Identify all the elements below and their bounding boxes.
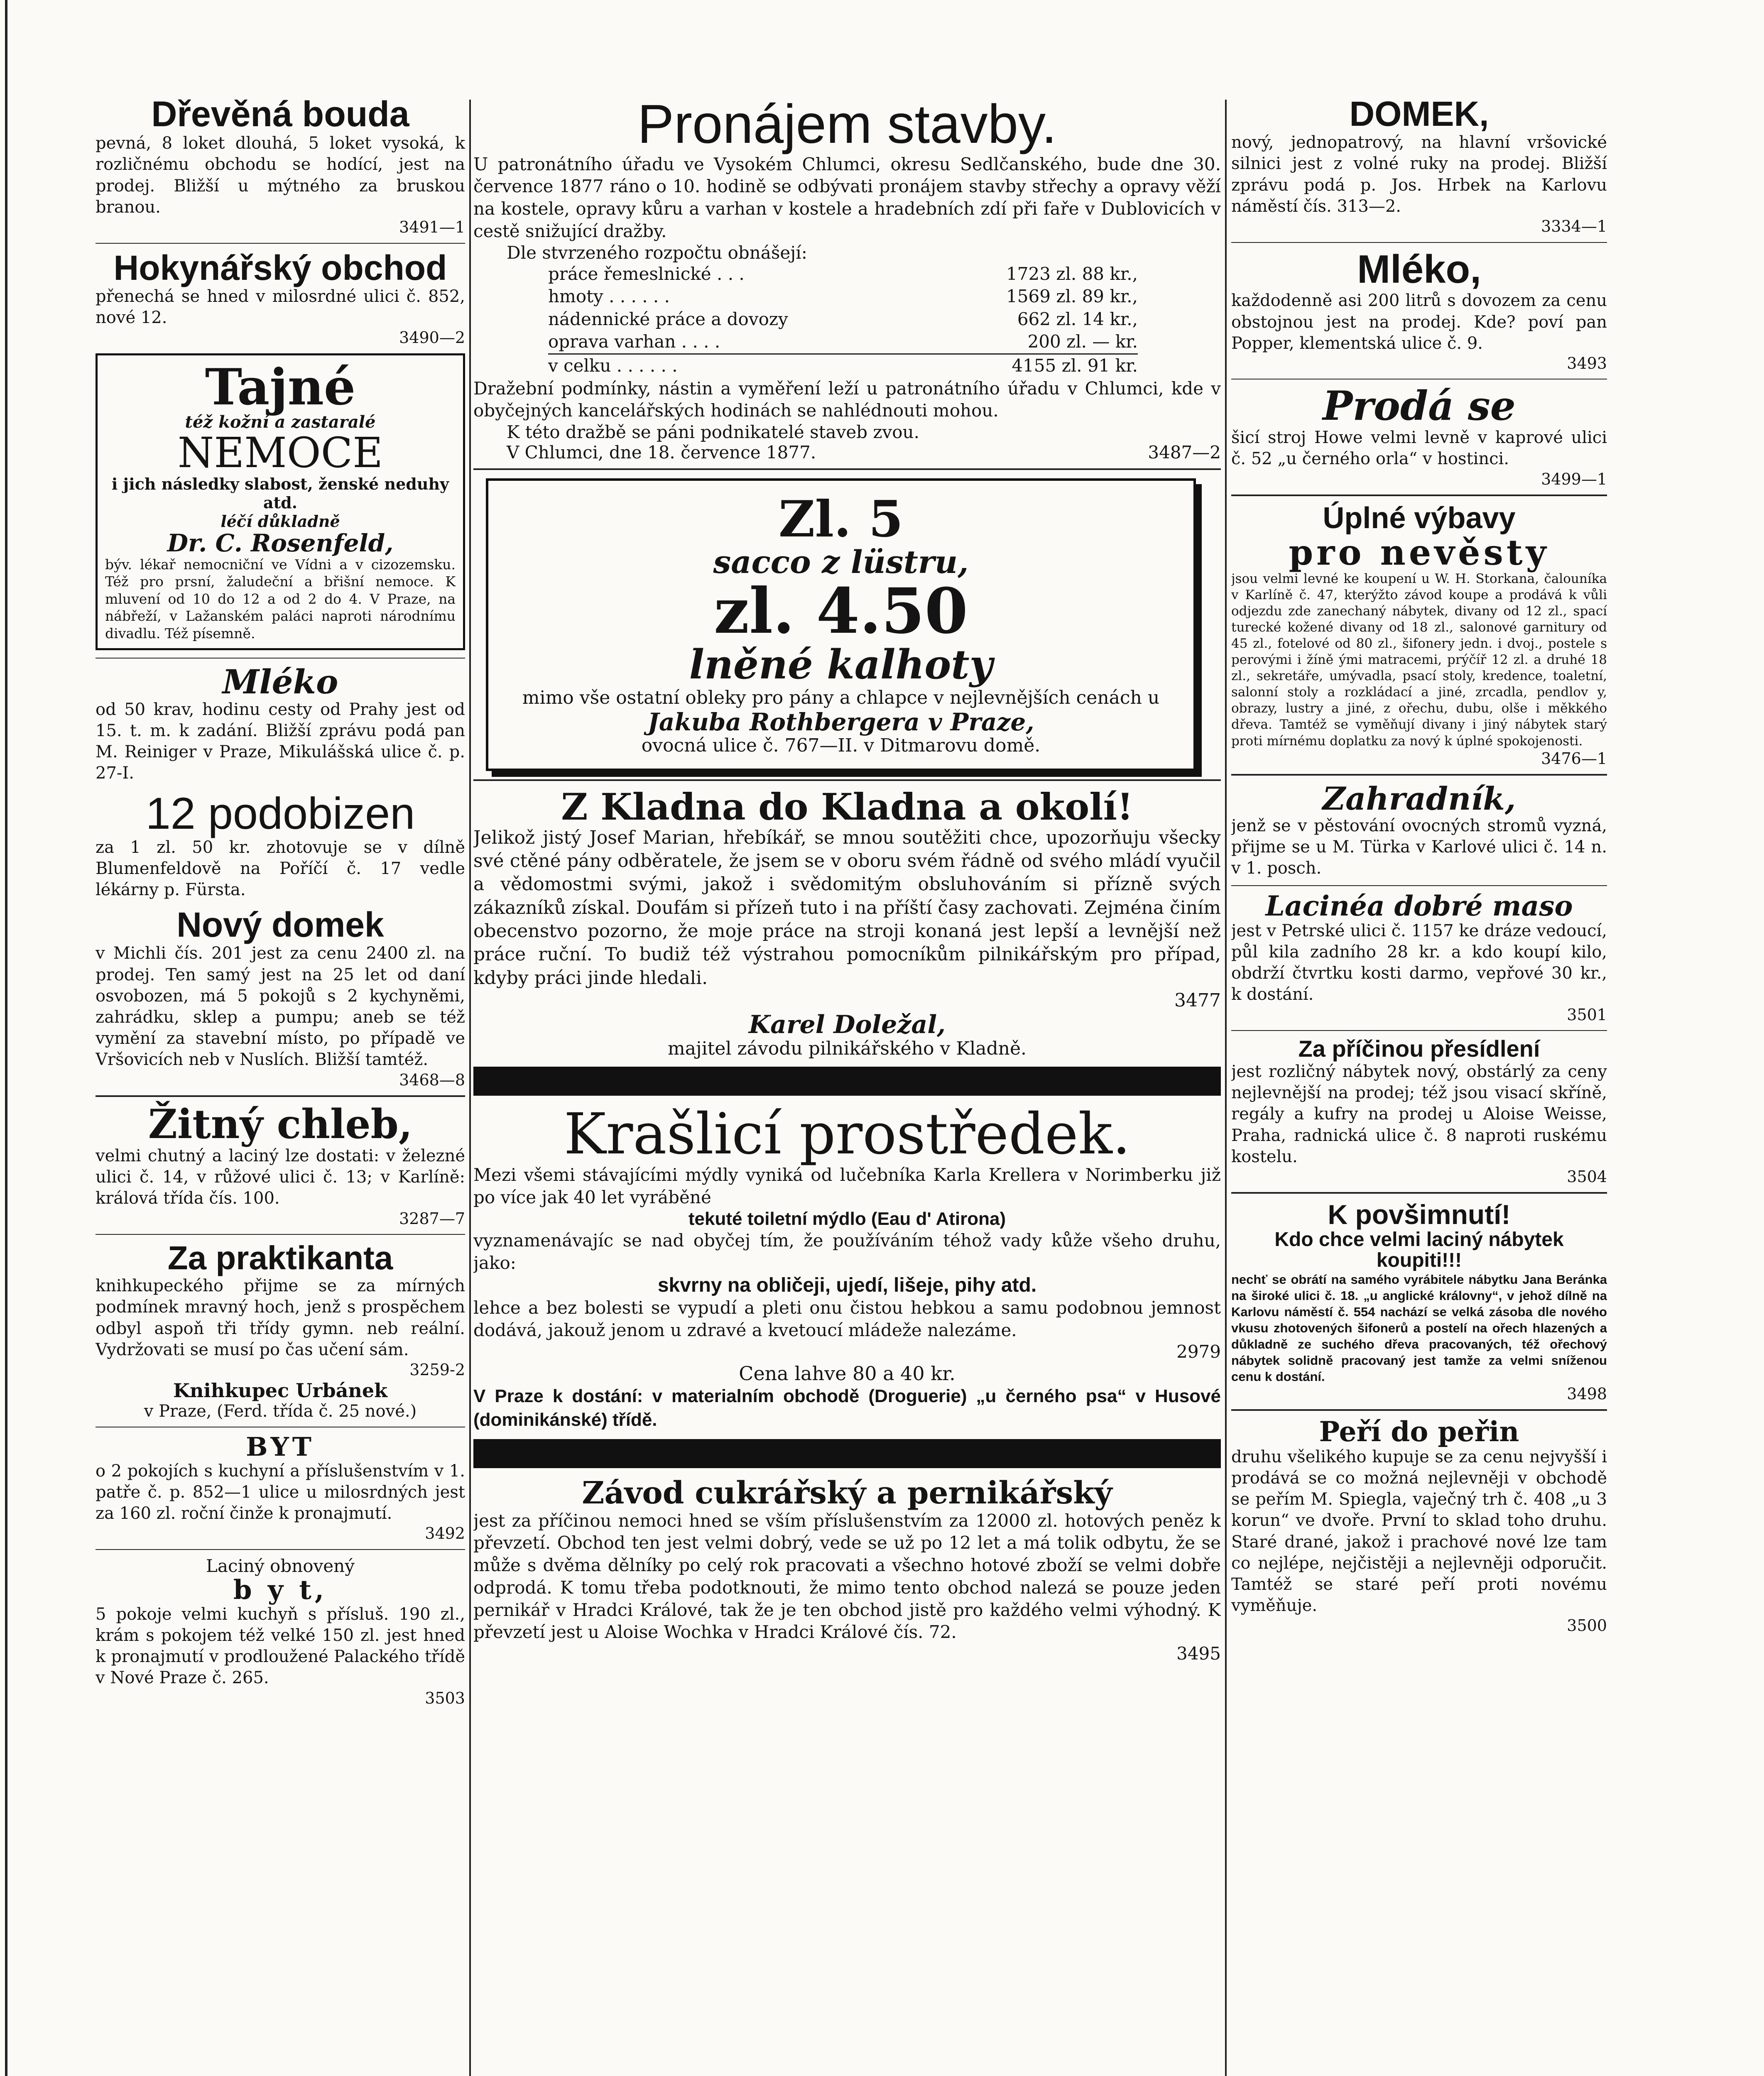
ad-confectionery [473, 1477, 1221, 1665]
ad-number: 3492 [425, 1524, 465, 1543]
ad-signature-address: v Praze, (Ferd. třída č. 25 nové.) [144, 1402, 417, 1421]
ad-body: jest rozličný nábytek nový, obstárlý za ceny nejlevnější na prodej; též jsou visací skříně, regály a kufry na prodej u Aloise Weisse, Praha, radnická ulice č. 8 naproti ruskému kostelu. [1231, 1062, 1607, 1166]
divider [1231, 1030, 1607, 1031]
row-label: hmoty . . . . . . [548, 286, 670, 307]
ad-firm: Jakuba Rothbergera v Praze, [647, 708, 1034, 737]
ad-price-line: Zl. 5 [778, 490, 904, 549]
ad-lead: Dle stvrzeného rozpočtu obnášejí: [507, 242, 807, 263]
total-value: 4155 zl. 91 kr. [1012, 355, 1138, 376]
budget-table [473, 263, 1221, 377]
ad-price-line: zl. 4.50 [714, 574, 968, 648]
ad-body: vyznamenávajíc se nad obyčej tím, že používáním téhož vady kůže všeho druhu, jako: [473, 1230, 1221, 1273]
row-value: 200 zl. — kr. [1027, 331, 1138, 352]
ad-title: BYT [246, 1432, 315, 1462]
ad-wooden-hut [96, 95, 465, 237]
ad-body: K této dražbě se páni podnikatelé staveb zvou. [507, 422, 919, 443]
ad-title-2: pro nevěsty [1289, 531, 1550, 573]
ad-body: přenechá se hned v milosrdné ulici č. 852, nové 12. [96, 286, 465, 328]
ad-heading: NEMOCE [177, 428, 383, 477]
ad-body: za 1 zl. 50 kr. zhotovuje se v dílně Blumenfeldově na Poříčí č. 17 vedle lékárny p. Fürsta. [96, 837, 465, 900]
ad-number: 3500 [1567, 1616, 1607, 1635]
ad-body: knihkupeckého přijme se za mírných podmínek mravný hoch, jenž s prospěchem odbyl aspoň tři třídy gymn. neb reální. Vydržovati se musí po čas učení sám. [96, 1276, 465, 1359]
ad-body: nechť se obrátí na samého vyrábitele nábytku Jana Beránka na široké ulici č. 18. „u anglické královny“, v jehož dílně na Karlovu náměstí č. 554 nachází se velká zásoba dle nového vkusu zhotovených šifonerů a postelí na ořech hlazených a důkladně ze suchého dřeva pracovaných, též ořechový nábytek solidně pracovaný jest tamže za velmi sníženou cenu k dostání. [1231, 1272, 1607, 1384]
ad-number: 3287—7 [399, 1209, 465, 1228]
ad-body: jenž se v pěstování ovocných stromů vyzná, přijme se u M. Türka v Karlové ulici č. 14 n. v 1. posch. [1231, 816, 1607, 878]
ad-title: DOMEK, [1349, 95, 1489, 133]
ad-body: nový, jednopatrový, na hlavní vršovické silnici jest z volné ruky na prodej. Bližší zprávu podá p. Jos. Hrbek na Karlovu náměstí čís. 313—2. [1231, 133, 1607, 216]
divider [1231, 885, 1607, 886]
ad-title: Krašlicí prostředek. [564, 1101, 1131, 1167]
ad-body: jest za příčinou nemoci hned se vším příslušenstvím za 12000 zl. hotových peněz k převzetí. Obchod ten jest velmi dobrý, vede se už po 12 let a má tolik odbytu, že se může s dvěma dělníky po celý rok pracovati a všechno hotové zboží se velmi dobře odprodá. K tomu třeba podotknouti, že mimo tento obchod nalezá se pouze jeden pernikář v Hradci Králové, tak že je ten obchod jistě pro každého velmi výhodný. K převzetí jest u Aloise Wochka v Hradci Králové čís. 72. [473, 1510, 1221, 1643]
divider [1231, 774, 1607, 776]
ad-body: každodenně asi 200 litrů s dovozem za cenu obstojnou jest na prodej. Kde? poví pan Popper, klementská ulice č. 9. [1231, 291, 1607, 353]
ad-number: 3493 [1567, 354, 1607, 372]
ad-portraits [96, 790, 465, 901]
ad-feathers [1231, 1417, 1607, 1635]
ad-signature-role: majitel závodu pilnikářského v Kladně. [668, 1038, 1027, 1059]
ad-renovated-flat [96, 1556, 465, 1708]
ad-number: 3503 [425, 1689, 465, 1707]
ad-product: tekuté toiletní mýdlo (Eau d' Atirona) [688, 1208, 1006, 1229]
ad-footer [473, 442, 1221, 463]
divider [473, 468, 1221, 470]
ad-title: Za praktikanta [167, 1239, 393, 1277]
divider [96, 658, 465, 659]
ad-body: býv. lékař nemocniční ve Vídni a v cizozemsku. Též pro prsní, žaludeční a břišní nemoce. K mluvení od 10 do 12 a od 2 do 4. V Praze, na nábřeží, v Lažanském paláci naproti národnímu divadlu. Též písemně. [105, 556, 456, 641]
ad-subtitle: též kožní a zastaralé [185, 412, 376, 432]
ad-where-to-buy: V Praze k dostání: v materialním obchodě (Droguerie) „u černého psa“ v Husové (dominikánské) třídě. [473, 1386, 1221, 1430]
ad-trainee [96, 1241, 465, 1421]
ad-rye-bread [96, 1101, 465, 1228]
divider [1231, 1192, 1607, 1194]
ad-title: K povšimnutí! [1328, 1199, 1511, 1230]
ad-body: od 50 krav, hodinu cesty od Prahy jest od 15. t. m. k zadání. Bližší zprávu podá pan M. Reiniger v Praze, Mikulášská ulice č. p. 27-I. [96, 700, 465, 783]
ad-pretitle: Laciný obnovený [206, 1555, 355, 1576]
ad-title: Žitný chleb, [148, 1101, 413, 1148]
row-label: práce řemeslnické . . . [548, 263, 745, 284]
ad-number: 3499—1 [1541, 470, 1607, 488]
ad-body: 5 pokoje velmi kuchyň s přísluš. 190 zl., krám s pokojem též velké 150 zl. jest hned k pronajmutí v prodloužené Palackého třídě v Nové Praze č. 265. [96, 1604, 465, 1688]
ad-body: lehce a bez bolesti se vypudí a pleti onu čistou hebkou a samu podobnou jemnost dodává, jakouž jenom u zdravé a kvetoucí mládeže nalezáme. [473, 1298, 1221, 1341]
ad-price: Cena lahve 80 a 40 kr. [739, 1362, 956, 1385]
ad-body: druhu všelikého kupuje se za cenu nejvyšší i prodává se co možná nejlevněji v obchodě se peřím M. Spiegla, vaječný trh č. 408 „u 3 korun“ ve dvoře. První to sklad toho druhu. Staré drané, jakož i prachové nové lze tam co nejlépe, nejčistěji a nejlevněji odporučit. Tamtéž se staré peří proti novému vyměňuje. [1231, 1447, 1607, 1616]
ad-title: Pronájem stavby. [637, 95, 1057, 154]
ad-number: 3468—8 [399, 1070, 465, 1089]
ad-body: Dražební podmínky, nástin a vyměření leží u patronátního úřadu v Chlumci, kde v obyčejných kancelářských hodinách se nahlédnouti mohou. [473, 378, 1221, 421]
ad-title: Prodá se [1323, 382, 1516, 430]
total-label: v celku . . . . . . [548, 355, 678, 376]
ad-line: lněné kalhoty [689, 641, 993, 688]
ad-number: 3259-2 [409, 1360, 465, 1379]
ad-number: 3334—1 [1541, 217, 1607, 235]
ad-title-2: Kdo chce velmi laciný nábytek koupiti!!! [1274, 1228, 1564, 1272]
ad-clothing-box [486, 478, 1196, 771]
divider [96, 1234, 465, 1235]
ad-body: U patronátního úřadu ve Vysokém Chlumci, okresu Sedlčanského, bude dne 30. července 1877 ráno o 10. hodině se odbývati pronájem stavby střechy a opravy věží na kostele, opravy kůru a varhan v kostele a hradebních zdí při faře v Dublovicích v cestě snižující dražby. [473, 154, 1221, 241]
ad-relocation [1231, 1037, 1607, 1186]
ad-title: Lacinéa dobré maso [1265, 889, 1573, 922]
budget-row [548, 308, 1138, 331]
ad-new-house [96, 906, 465, 1089]
ad-title: Úplné výbavy [1323, 502, 1516, 535]
ad-domek [1231, 95, 1607, 236]
ad-title: Tajné [205, 357, 356, 416]
ad-number: 3504 [1567, 1167, 1607, 1186]
ad-body: mimo vše ostatní obleky pro pány a chlapce v nejlevnějších cenách u [522, 687, 1160, 709]
ad-sewing-machine [1231, 382, 1607, 489]
divider [1231, 1409, 1607, 1411]
ad-body: jest v Petrské ulici č. 1157 ke dráze vedoucí, půl kila zadního 28 kr. a kdo koupí kilo, obdrží čtvrtku kosti darmo, vepřové 30 kr., k dostání. [1231, 921, 1607, 1004]
ad-body: jsou velmi levné ke koupení u W. H. Storkana, čalouníka v Karlíně č. 47, kterýžto závod koupe a prodává k vůli odjezdu zde zanechaný nábytek, divany od 12 zl., spací turecké kožené divany od 18 zl., salonové garnitury od 45 zl., fotelové od 80 zl., šifonery jedn. i dvoj., postele s perovými i žíně ými matracemi, prýčíř 12 zl. a druhé 18 zl., sekretáře, umývadla, psací stoly, kredence, toaletní, salonní stoly a rozkládací a jiné, zrcadla, pendlov y, obrazy, lustry a jiné, z ořechu, dubu, olše i měkkého dřeva. Tamtéž se vyměňují divany i jiný nábytek starý proti mírnému doplatku za nový k úplné spokojenosti. [1231, 571, 1607, 749]
ad-title: 12 podobizen [145, 788, 415, 839]
ad-title: Mléko, [1357, 247, 1481, 291]
ad-signature: Karel Doležal, [748, 1010, 946, 1039]
ad-title: b y t, [233, 1574, 328, 1606]
row-value: 1723 zl. 88 kr., [1006, 263, 1138, 284]
ad-body: Jelikož jistý Josef Marian, hřebíkář, se mnou soutěžiti chce, upozorňuju všecky své ctěné pány odběratele, že jsem se v oboru svém řádně od svého mládí vyučil a vědomostmi svými, jakož i svědomitým obsluhováním si přízně svých zákazníků získal. Doufám si přízeň tuto i na příští časy zachovati. Zejména činím obecenstvo pozorno, že moje práce na stroji konaná jest lepší a levnější než práce ruční. To budiž též výstrahou pomocníkům pilnikářským pro případ, kdyby práci jinde hledali. [473, 827, 1221, 989]
ad-title: Z Kladna do Kladna a okolí! [561, 785, 1133, 829]
ad-body: v Michli čís. 201 jest za cenu 2400 zl. na prodej. Ten samý jest na 25 let od daní osvobozen, má 5 pokojů s 2 kychyněmi, zahrádku, sklep a pumpu; aneb se též vymění za stavební místo, po případě ve Vršovicích neb v Nuslích. Bližší tamtéž. [96, 944, 465, 1070]
black-rule [473, 1067, 1221, 1096]
ad-title: Závod cukrářský a pernikářský [582, 1475, 1112, 1511]
column-rule-2 [1225, 100, 1227, 2076]
left-border-line [5, 0, 7, 2076]
ad-title: Zahradník, [1322, 780, 1516, 818]
ad-title: Mléko [222, 662, 338, 701]
row-label: oprava varhan . . . . [548, 331, 720, 352]
budget-row [548, 285, 1138, 308]
row-value: 662 zl. 14 kr., [1017, 308, 1138, 329]
divider [1231, 495, 1607, 496]
divider [473, 779, 1221, 781]
ad-line: sacco z lüstru, [713, 543, 969, 581]
ad-body: velmi chutný a laciný lze dostati: v železné ulici č. 14, v růžové ulici č. 13; v Karlíně: králová třída čís. 100. [96, 1146, 465, 1208]
budget-total [548, 355, 1138, 377]
right-column [1231, 95, 1607, 2076]
ad-trousseau [1231, 503, 1607, 768]
ad-number: 3495 [1176, 1643, 1221, 1664]
ad-number: 3491—1 [399, 218, 465, 237]
ad-title: Za příčinou přesídlení [1298, 1036, 1540, 1062]
ad-line: léčí důkladně [220, 512, 340, 531]
left-column [96, 95, 465, 2076]
ad-title: Nový domek [176, 905, 384, 945]
ad-line: i jich následky slabost, ženské neduhy atd. [111, 474, 449, 512]
ad-highlight: skvrny na obličeji, ujedí, lišeje, pihy atd. [657, 1274, 1037, 1297]
divider [1231, 242, 1607, 243]
ad-body: Mezi všemi stávajícími mýdly vyniká od lučebníka Karla Krellera v Norimberku již po více jak 40 let vyráběné [473, 1165, 1221, 1208]
ad-body: šicí stroj Howe velmi levně v kaprové ulici č. 52 „u černého orla“ v hostinci. [1231, 428, 1607, 469]
divider [96, 243, 465, 244]
ad-gardener [1231, 782, 1607, 879]
ad-title: Peří do peřin [1319, 1415, 1519, 1448]
ad-meat [1231, 889, 1607, 1025]
ad-number: 3476—1 [1541, 749, 1607, 768]
ad-milk-right [1231, 249, 1607, 373]
ad-number: 3498 [1567, 1384, 1607, 1403]
ad-milk [96, 664, 465, 784]
ad-doctor-name: Dr. C. Rosenfeld, [167, 529, 394, 557]
ad-signature: Knihkupec Urbánek [173, 1379, 388, 1402]
ad-grocery [96, 250, 465, 348]
ad-body: o 2 pokojích s kuchyní a příslušenstvím v 1. patře č. p. 852—1 ulice u milosrdných jest za 160 zl. roční činže k pronajmutí. [96, 1461, 465, 1523]
ad-number: 3487—2 [1148, 442, 1221, 463]
ad-number: 3490—2 [399, 328, 465, 347]
middle-column [473, 95, 1221, 2076]
ad-number: 3477 [1174, 989, 1221, 1011]
ad-furniture [1231, 1200, 1607, 1403]
column-rule-1 [469, 100, 471, 2076]
ad-title: Hokynářský obchod [113, 248, 447, 287]
ad-kladno [473, 785, 1221, 1059]
divider [96, 1549, 465, 1550]
divider [96, 1095, 465, 1097]
row-value: 1569 zl. 89 kr., [1006, 286, 1138, 307]
ad-date: V Chlumci, dne 18. července 1877. [507, 442, 816, 463]
ad-body: pevná, 8 loket dlouhá, 5 loket vysoká, k rozličnému obchodu se hodící, jest na prodej. Bližší u mýtného za bruskou branou. [96, 134, 465, 217]
row-label: nádennické práce a dovozy [548, 308, 788, 329]
ad-soap [473, 1101, 1221, 1432]
ad-number: 2979 [1176, 1341, 1221, 1362]
ad-address: ovocná ulice č. 767—II. v Ditmarovu domě. [641, 735, 1041, 756]
budget-row [548, 263, 1138, 286]
ad-title: Dřevěná bouda [151, 95, 409, 134]
ad-number: 3501 [1567, 1005, 1607, 1024]
ad-doctor-box [96, 353, 465, 650]
ad-flat [96, 1433, 465, 1543]
black-rule [473, 1439, 1221, 1468]
ad-building-lease [473, 95, 1221, 463]
budget-row [548, 330, 1138, 355]
